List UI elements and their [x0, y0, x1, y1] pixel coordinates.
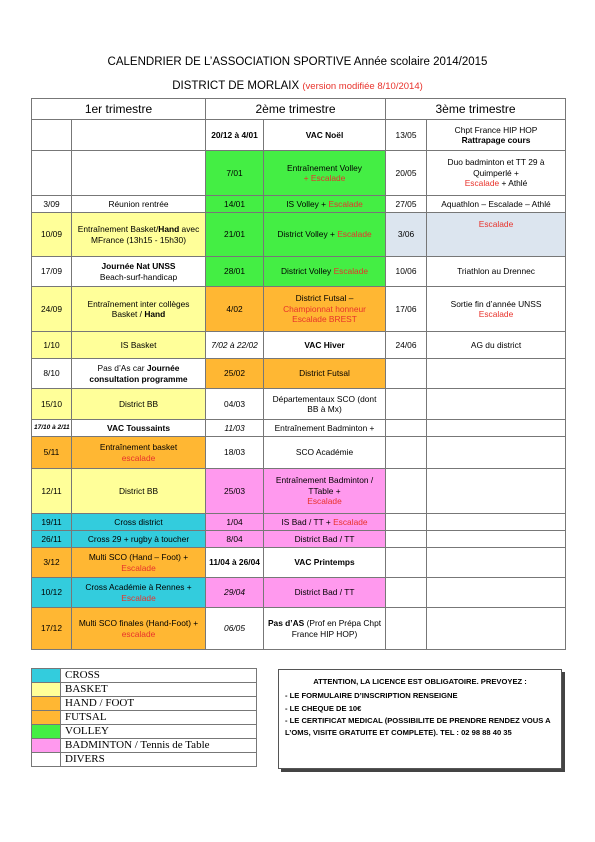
- legend-label: BADMINTON / Tennis de Table: [61, 739, 257, 753]
- t1-date: 3/12: [32, 548, 72, 578]
- table-row: [32, 151, 566, 196]
- legend-row-divers: [32, 753, 257, 767]
- legend-label: DIVERS: [61, 753, 257, 767]
- t2-date: 11/03: [206, 420, 264, 437]
- page-subtitle: [0, 80, 595, 92]
- t2-event: VAC Printemps: [264, 548, 386, 578]
- t3-event: Chpt France HIP HOP Rattrapage cours: [427, 120, 566, 151]
- t2-event: SCO Académie: [264, 437, 386, 469]
- t2-date: 21/01: [206, 213, 264, 257]
- t1-date: 3/09: [32, 196, 72, 213]
- t1-date: 17/10 à 2/11: [32, 420, 72, 437]
- t3-event: [427, 514, 566, 531]
- table-row: [32, 531, 566, 548]
- t3-event: [427, 548, 566, 578]
- calendar-table: [31, 98, 566, 650]
- page-title: CALENDRIER DE L’ASSOCIATION SPORTIVE Année scolaire 2014/2015: [107, 56, 488, 68]
- t1-event: Cross Académie à Rennes + Escalade: [72, 578, 206, 608]
- t1-date: 26/11: [32, 531, 72, 548]
- table-row: [32, 514, 566, 531]
- t2-date: 14/01: [206, 196, 264, 213]
- t1-event: Multi SCO finales (Hand-Foot) + escalade: [72, 608, 206, 650]
- t1-date: 15/10: [32, 389, 72, 420]
- t1-event: Réunion rentrée: [72, 196, 206, 213]
- legend-row-hand-foot: [32, 697, 257, 711]
- table-row: [32, 196, 566, 213]
- legend-row-cross: [32, 669, 257, 683]
- notice-item: - LE CERTIFICAT MEDICAL (POSSIBILITE DE PRENDRE RENDEZ VOUS A L’OMS, VISITE GRATUITE ET COMPLETE). TEL : 02 98 88 40 35: [285, 716, 551, 737]
- t2-date: 11/04 à 26/04: [206, 548, 264, 578]
- t3-event: Aquathlon – Escalade – Athlé: [427, 196, 566, 213]
- table-row: [32, 257, 566, 287]
- table-row: [32, 120, 566, 151]
- legend-label: HAND / FOOT: [61, 697, 257, 711]
- t3-date: 10/06: [386, 257, 427, 287]
- t1-date: 12/11: [32, 469, 72, 514]
- t3-date: [386, 548, 427, 578]
- t3-date: [386, 514, 427, 531]
- legend-label: VOLLEY: [61, 725, 257, 739]
- t1-date: 24/09: [32, 287, 72, 332]
- t3-event: [427, 578, 566, 608]
- t3-date: [386, 608, 427, 650]
- t2-date: 18/03: [206, 437, 264, 469]
- t1-event: Entraînement Basket/Hand avec MFrance (13h15 - 15h30): [72, 213, 206, 257]
- t2-date: 7/02 à 22/02: [206, 332, 264, 359]
- t2-date: 25/02: [206, 359, 264, 389]
- legend-swatch: [32, 697, 61, 711]
- t1-date: 5/11: [32, 437, 72, 469]
- district-name: DISTRICT DE MORLAIX: [172, 80, 300, 92]
- t1-event: IS Basket: [72, 332, 206, 359]
- t2-date: 28/01: [206, 257, 264, 287]
- legend-swatch: [32, 753, 61, 767]
- notice-item: - LE CHEQUE DE 10€: [285, 703, 362, 713]
- t2-date: 4/02: [206, 287, 264, 332]
- t1-event: Entraînement basket escalade: [72, 437, 206, 469]
- t1-event: Multi SCO (Hand – Foot) + Escalade: [72, 548, 206, 578]
- t3-date: [386, 578, 427, 608]
- t3-date: [386, 359, 427, 389]
- t3-event: Duo badminton et TT 29 à Quimperlé + Escalade + Athlé: [427, 151, 566, 196]
- header-t2: 2ème trimestre: [206, 99, 386, 120]
- t1-date: 17/12: [32, 608, 72, 650]
- t1-event: Cross district: [72, 514, 206, 531]
- t2-event: Entraînement Badminton / TTable + Escalade: [264, 469, 386, 514]
- t2-date: 20/12 à 4/01: [206, 120, 264, 151]
- table-row: [32, 548, 566, 578]
- t3-date: 27/05: [386, 196, 427, 213]
- t3-event: AG du district: [427, 332, 566, 359]
- t2-date: 29/04: [206, 578, 264, 608]
- t3-event: [427, 437, 566, 469]
- t3-event: [427, 359, 566, 389]
- t1-date: 1/10: [32, 332, 72, 359]
- t3-date: [386, 437, 427, 469]
- legend-label: BASKET: [61, 683, 257, 697]
- t2-event: Pas d’AS (Prof en Prépa Chpt France HIP HOP): [264, 608, 386, 650]
- t3-event: [427, 420, 566, 437]
- table-row: [32, 469, 566, 514]
- table-row: [32, 389, 566, 420]
- legend-swatch: [32, 669, 61, 683]
- table-row: [32, 332, 566, 359]
- legend-row-basket: [32, 683, 257, 697]
- t2-event: VAC Hiver: [264, 332, 386, 359]
- t3-event: Sortie fin d’année UNSS Escalade: [427, 287, 566, 332]
- t2-date: 25/03: [206, 469, 264, 514]
- t2-event: District Volley Escalade: [264, 257, 386, 287]
- t2-date: 8/04: [206, 531, 264, 548]
- t2-event: District Futsal – Championnat honneur Escalade BREST: [264, 287, 386, 332]
- t1-event: Pas d’As car Journée consultation programme: [72, 359, 206, 389]
- t2-date: 7/01: [206, 151, 264, 196]
- legend-row-volley: [32, 725, 257, 739]
- t3-event: [427, 531, 566, 548]
- t3-date: [386, 420, 427, 437]
- t3-event: [427, 608, 566, 650]
- t3-date: [386, 389, 427, 420]
- t2-event: Entraînement Badminton +: [264, 420, 386, 437]
- legend-swatch: [32, 725, 61, 739]
- legend-swatch: [32, 739, 61, 753]
- legend-swatch: [32, 683, 61, 697]
- version-note: (version modifiée 8/10/2014): [302, 81, 423, 92]
- t3-event: Escalade: [427, 213, 566, 257]
- t3-date: [386, 469, 427, 514]
- t1-event: District BB: [72, 469, 206, 514]
- license-notice-box: [278, 669, 562, 769]
- t3-date: 3/06: [386, 213, 427, 257]
- t3-date: 24/06: [386, 332, 427, 359]
- t2-event: IS Bad / TT + Escalade: [264, 514, 386, 531]
- t1-date: 19/11: [32, 514, 72, 531]
- t3-date: 13/05: [386, 120, 427, 151]
- t3-event: Triathlon au Drennec: [427, 257, 566, 287]
- t2-event: District Futsal: [264, 359, 386, 389]
- t1-event: VAC Toussaints: [72, 420, 206, 437]
- t3-event: [427, 389, 566, 420]
- header-t3: 3ème trimestre: [386, 99, 566, 120]
- notice-item: - LE FORMULAIRE D’INSCRIPTION RENSEIGNE: [285, 691, 458, 701]
- t3-date: 17/06: [386, 287, 427, 332]
- table-row: [32, 420, 566, 437]
- trimester-header-row: [32, 99, 566, 120]
- table-row: [32, 437, 566, 469]
- t1-date: [32, 151, 72, 196]
- t1-event: Journée Nat UNSS Beach-surf-handicap: [72, 257, 206, 287]
- table-row: [32, 359, 566, 389]
- t2-event: District Bad / TT: [264, 578, 386, 608]
- legend-label: CROSS: [61, 669, 257, 683]
- t3-date: [386, 531, 427, 548]
- legend-row-futsal: [32, 711, 257, 725]
- t2-event: Entraînement Volley + Escalade: [264, 151, 386, 196]
- table-row: [32, 213, 566, 257]
- notice-heading: ATTENTION, LA LICENCE EST OBLIGATOIRE. PREVOYEZ :: [313, 677, 527, 686]
- table-row: [32, 287, 566, 332]
- t2-date: 1/04: [206, 514, 264, 531]
- t1-event: [72, 151, 206, 196]
- t1-event: [72, 120, 206, 151]
- legend-swatch: [32, 711, 61, 725]
- t2-event: IS Volley + Escalade: [264, 196, 386, 213]
- t2-date: 04/03: [206, 389, 264, 420]
- t1-event: Cross 29 + rugby à toucher: [72, 531, 206, 548]
- legend-label: FUTSAL: [61, 711, 257, 725]
- t1-date: 8/10: [32, 359, 72, 389]
- t2-date: 06/05: [206, 608, 264, 650]
- t1-event: Entraînement inter collèges Basket / Hand: [72, 287, 206, 332]
- legend-row-badminton: [32, 739, 257, 753]
- t1-date: 10/12: [32, 578, 72, 608]
- t1-date: 10/09: [32, 213, 72, 257]
- t2-event: District Volley + Escalade: [264, 213, 386, 257]
- t1-date: [32, 120, 72, 151]
- table-row: [32, 578, 566, 608]
- header-t1: 1er trimestre: [32, 99, 206, 120]
- t2-event: District Bad / TT: [264, 531, 386, 548]
- t1-date: 17/09: [32, 257, 72, 287]
- t2-event: Départementaux SCO (dont BB à Mx): [264, 389, 386, 420]
- t3-event: [427, 469, 566, 514]
- t3-date: 20/05: [386, 151, 427, 196]
- t2-event: VAC Noël: [264, 120, 386, 151]
- table-row: [32, 608, 566, 650]
- color-legend: [31, 668, 257, 767]
- t1-event: District BB: [72, 389, 206, 420]
